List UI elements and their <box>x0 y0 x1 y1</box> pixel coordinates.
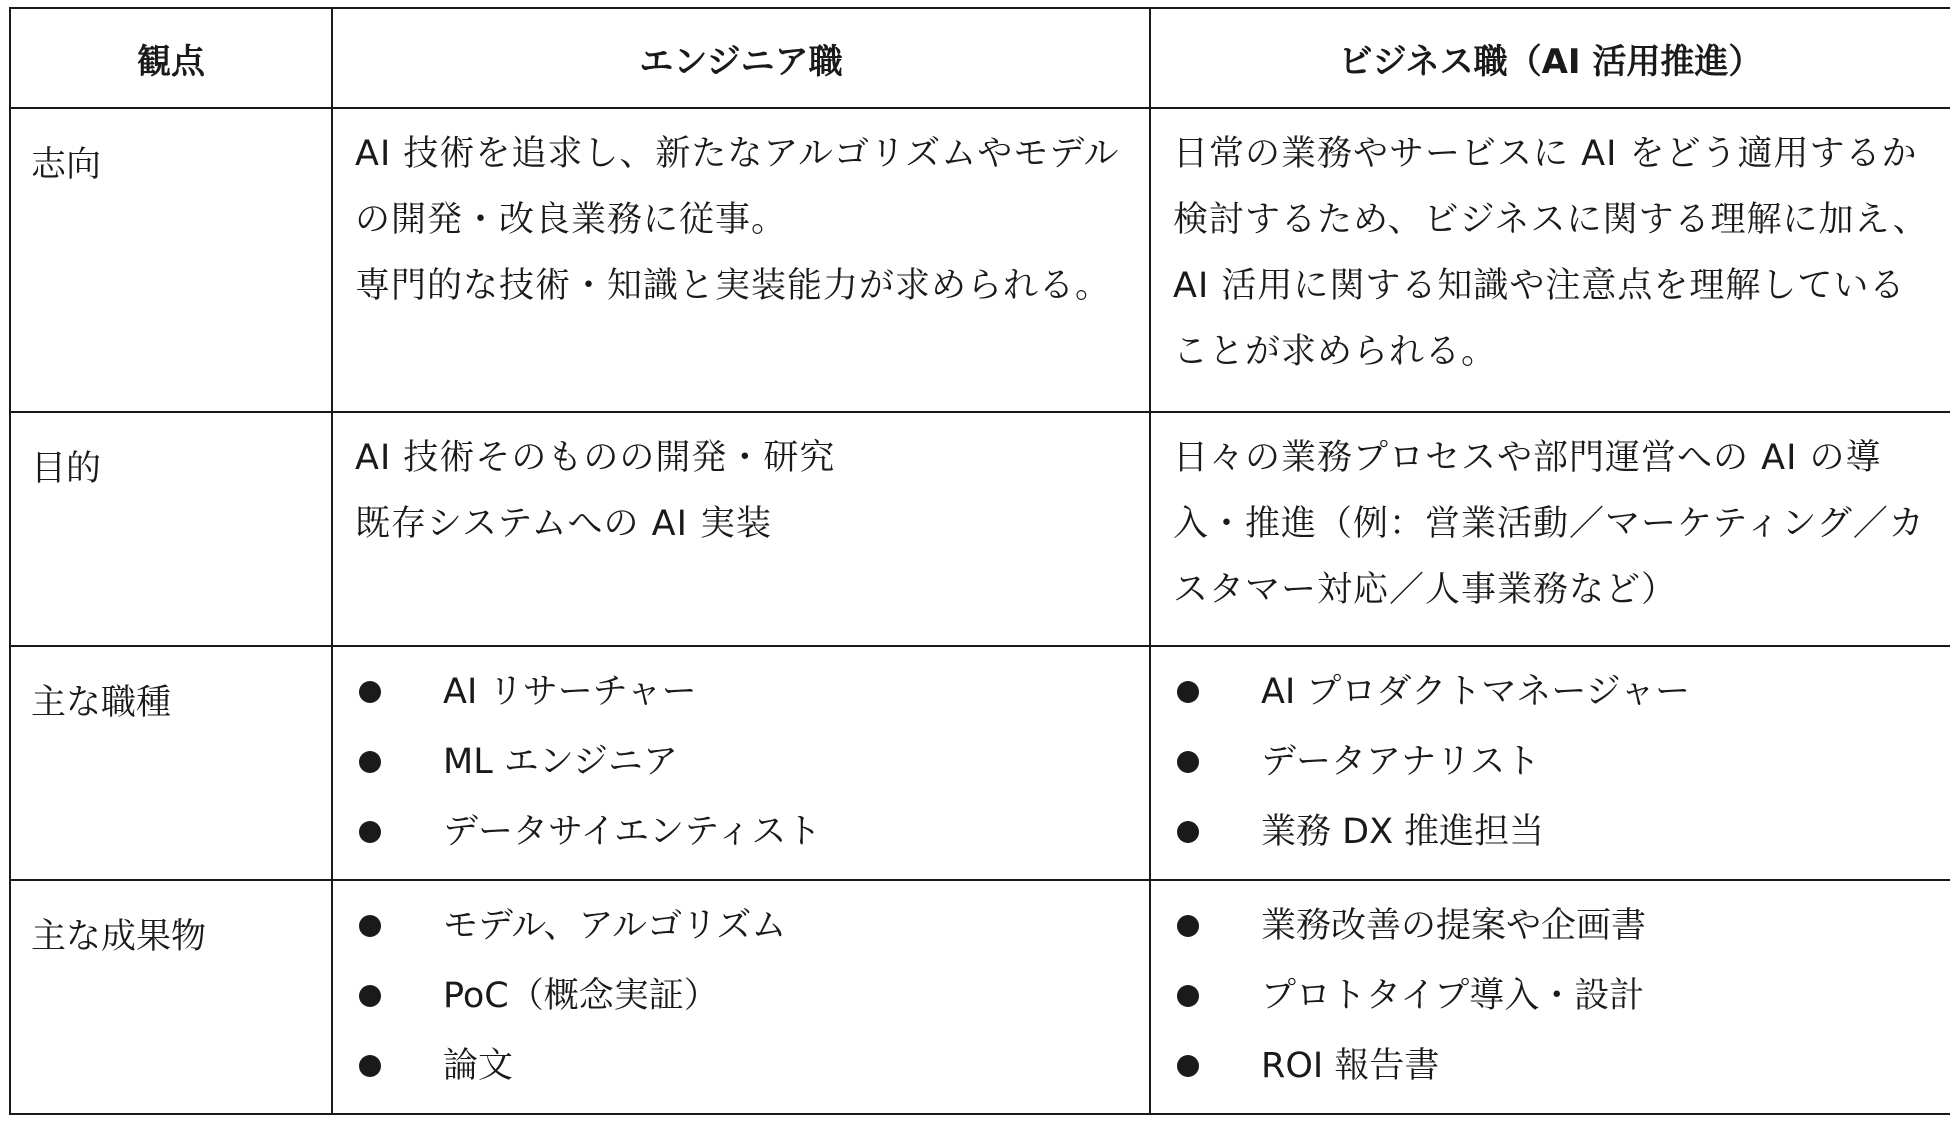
row-label-cell <box>10 108 332 412</box>
list-item-text: AI プロダクトマネージャー <box>1261 672 1690 712</box>
list-item <box>1175 891 1950 961</box>
engineer-text <box>333 413 1149 557</box>
table-row-purpose <box>10 412 1950 646</box>
business-cell <box>1150 880 1950 1114</box>
bullet-icon <box>359 985 381 1007</box>
paragraph: 日常の業務やサービスに AI をどう適用するか検討するため、ビジネスに関する理解に加え、AI 活用に関する知識や注意点を理解していることが求められる。 <box>1173 134 1929 372</box>
header-viewpoint: 観点 <box>10 8 332 108</box>
engineer-cell <box>332 108 1150 412</box>
business-cell <box>1150 646 1950 880</box>
bullet-icon <box>1177 821 1199 843</box>
paragraph: 既存システムへの AI 実装 <box>355 504 773 544</box>
bullet-icon <box>1177 751 1199 773</box>
paragraph: AI 技術を追求し、新たなアルゴリズムやモデルの開発・改良業務に従事。 <box>355 134 1120 240</box>
paragraph: 日々の業務プロセスや部門運営への AI の導入・推進（例：営業活動／マーケティング／カスタマー対応／人事業務など） <box>1173 438 1925 610</box>
paragraph: 専門的な技術・知識と実装能力が求められる。 <box>355 266 1112 306</box>
list-item <box>1175 961 1950 1031</box>
engineer-cell <box>332 880 1150 1114</box>
bullet-icon <box>359 681 381 703</box>
list-item-text: プロトタイプ導入・設計 <box>1261 976 1645 1016</box>
list-item <box>357 1031 1149 1101</box>
list-item-text: データサイエンティスト <box>443 812 822 852</box>
business-list <box>1151 647 1950 867</box>
header-engineer: エンジニア職 <box>332 8 1150 108</box>
bullet-icon <box>1177 1055 1199 1077</box>
row-label: 主な職種 <box>31 683 172 723</box>
list-item <box>357 657 1149 727</box>
bullet-icon <box>359 821 381 843</box>
row-label-cell <box>10 646 332 880</box>
comparison-table <box>9 7 1950 1115</box>
engineer-cell <box>332 646 1150 880</box>
list-item <box>357 727 1149 797</box>
row-label: 主な成果物 <box>31 917 207 957</box>
engineer-list <box>333 881 1149 1101</box>
business-text <box>1151 413 1950 623</box>
business-list <box>1151 881 1950 1101</box>
list-item-text: PoC（概念実証） <box>443 976 719 1016</box>
list-item-text: ROI 報告書 <box>1261 1046 1440 1086</box>
bullet-icon <box>1177 915 1199 937</box>
business-cell <box>1150 108 1950 412</box>
engineer-list <box>333 647 1149 867</box>
engineer-cell <box>332 412 1150 646</box>
list-item <box>357 961 1149 1031</box>
list-item <box>357 891 1149 961</box>
bullet-icon <box>359 915 381 937</box>
table-row-deliverables <box>10 880 1950 1114</box>
list-item-text: 業務 DX 推進担当 <box>1261 812 1545 852</box>
bullet-icon <box>359 751 381 773</box>
list-item <box>1175 797 1950 867</box>
list-item <box>357 797 1149 867</box>
row-label: 志向 <box>31 145 102 185</box>
row-label: 目的 <box>31 449 102 489</box>
list-item <box>1175 727 1950 797</box>
bullet-icon <box>359 1055 381 1077</box>
list-item <box>1175 657 1950 727</box>
list-item-text: 業務改善の提案や企画書 <box>1261 906 1647 946</box>
header-row <box>10 8 1950 108</box>
bullet-icon <box>1177 681 1199 703</box>
list-item-text: AI リサーチャー <box>443 672 697 712</box>
list-item <box>1175 1031 1950 1101</box>
row-label-cell <box>10 412 332 646</box>
paragraph: AI 技術そのものの開発・研究 <box>355 438 836 478</box>
list-item-text: 論文 <box>443 1046 514 1086</box>
engineer-text <box>333 109 1149 319</box>
business-cell <box>1150 412 1950 646</box>
row-label-cell <box>10 880 332 1114</box>
list-item-text: ML エンジニア <box>443 742 678 782</box>
bullet-icon <box>1177 985 1199 1007</box>
table-row-roles <box>10 646 1950 880</box>
business-text <box>1151 109 1950 385</box>
table-row-orientation <box>10 108 1950 412</box>
list-item-text: モデル、アルゴリズム <box>443 906 787 946</box>
header-business: ビジネス職（AI 活用推進） <box>1150 8 1950 108</box>
list-item-text: データアナリスト <box>1261 742 1541 782</box>
